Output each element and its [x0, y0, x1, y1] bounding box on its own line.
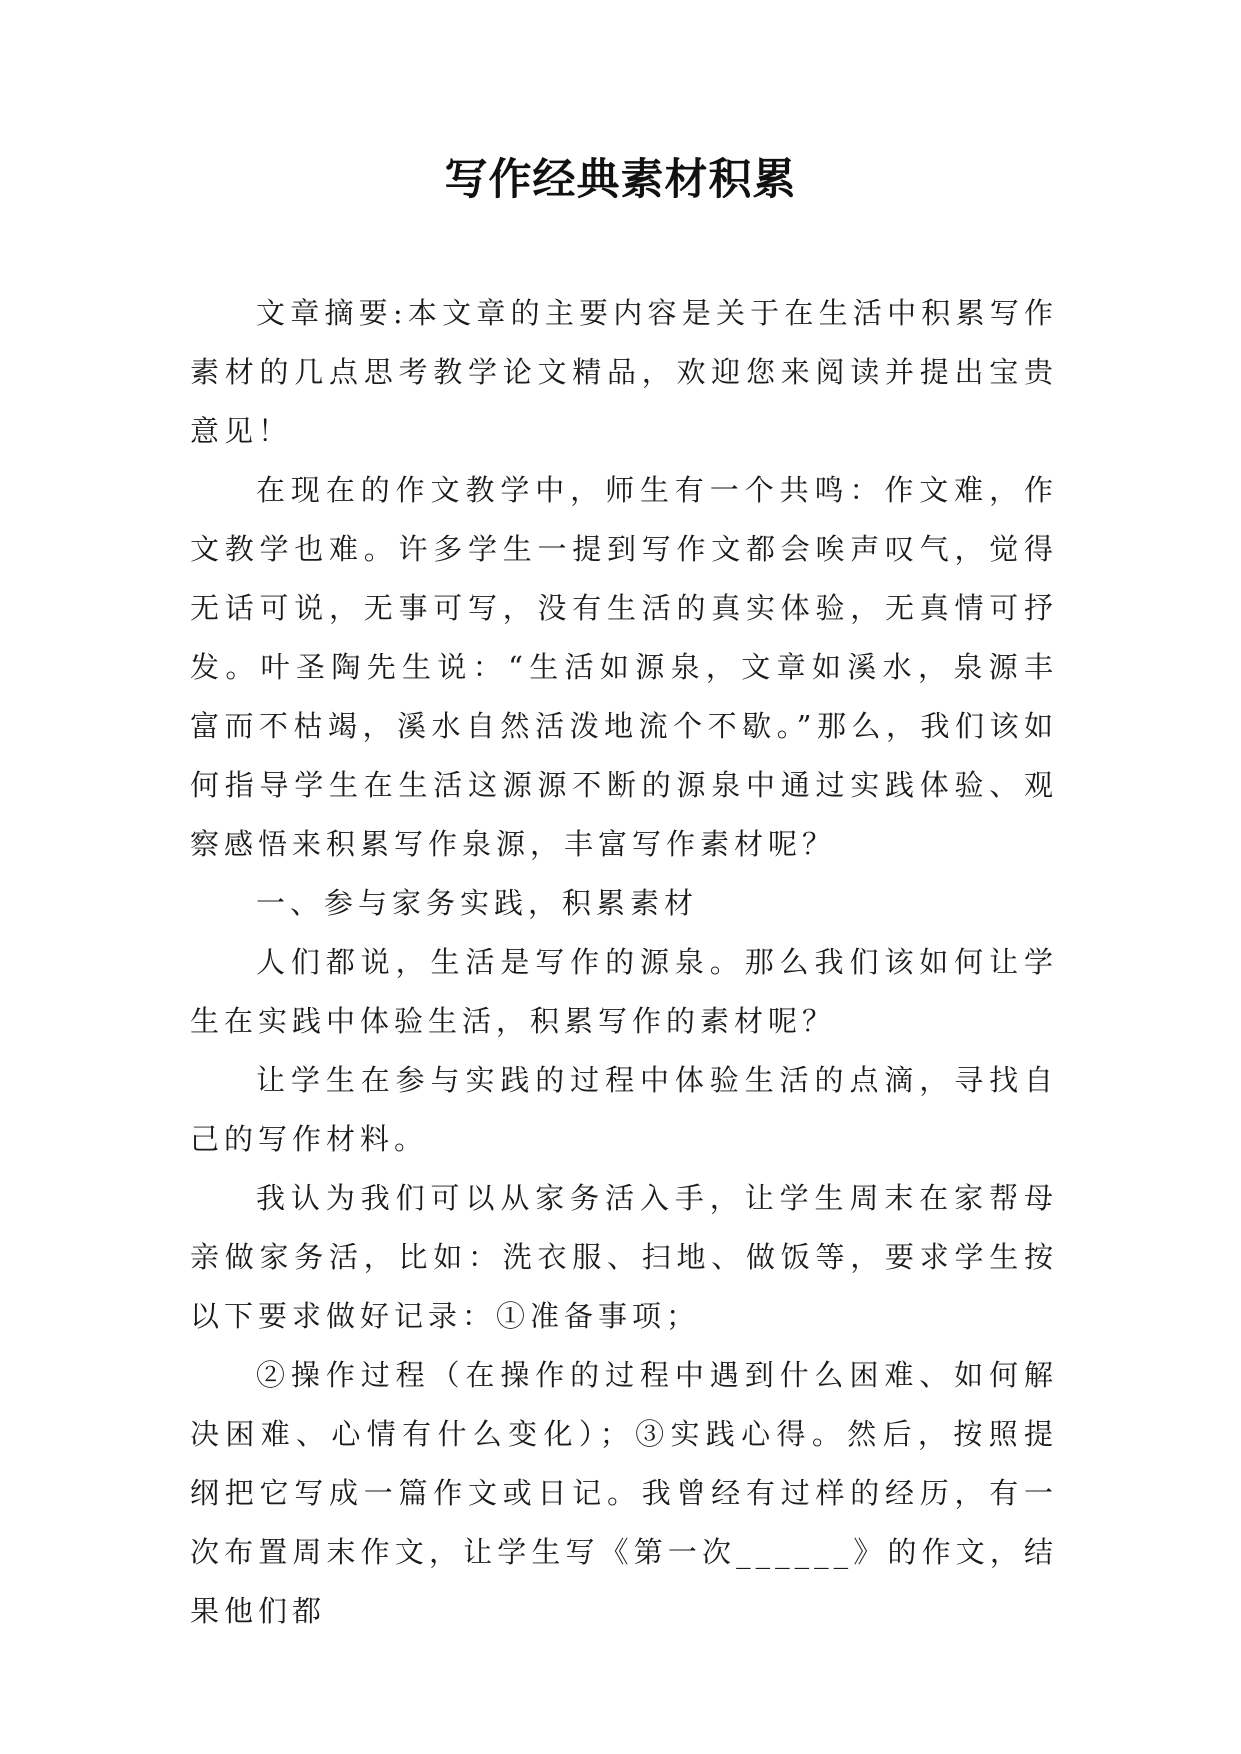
- body-paragraph: ②操作过程（在操作的过程中遇到什么困难、如何解决困难、心情有什么变化）；③实践心得。然后，按照提纲把它写成一篇作文或日记。我曾经有过样的经历，有一次布置周末作文，让学生写《第一次______》的作文，结果他们都: [190, 1358, 1058, 1628]
- abstract-paragraph: 文章摘要:本文章的主要内容是关于在生活中积累写作素材的几点思考教学论文精品，欢迎您来阅读并提出宝贵意见！: [190, 296, 1058, 448]
- body-paragraph: 人们都说，生活是写作的源泉。那么我们该如何让学生在实践中体验生活，积累写作的素材呢？: [190, 945, 1058, 1038]
- body-paragraph: 我认为我们可以从家务活入手，让学生周末在家帮母亲做家务活，比如：洗衣服、扫地、做饭等，要求学生按以下要求做好记录：①准备事项；: [190, 1181, 1058, 1333]
- body-paragraph: 在现在的作文教学中，师生有一个共鸣：作文难，作文教学也难。许多学生一提到写作文都会唉声叹气，觉得无话可说，无事可写，没有生活的真实体验，无真情可抒发。叶圣陶先生说：“生活如源泉，文章如溪水，泉源丰富而不枯竭，溪水自然活泼地流个不歇。”那么，我们该如何指导学生在生活这源源不断的源泉中通过实践体验、观察感悟来积累写作泉源，丰富写作素材呢？: [190, 473, 1058, 861]
- document-title: 写作经典素材积累: [444, 155, 797, 205]
- body-paragraph: 让学生在参与实践的过程中体验生活的点滴，寻找自己的写作材料。: [190, 1063, 1058, 1156]
- document-body: [190, 284, 1058, 1641]
- section-heading: 一、参与家务实践，积累素材: [256, 886, 699, 920]
